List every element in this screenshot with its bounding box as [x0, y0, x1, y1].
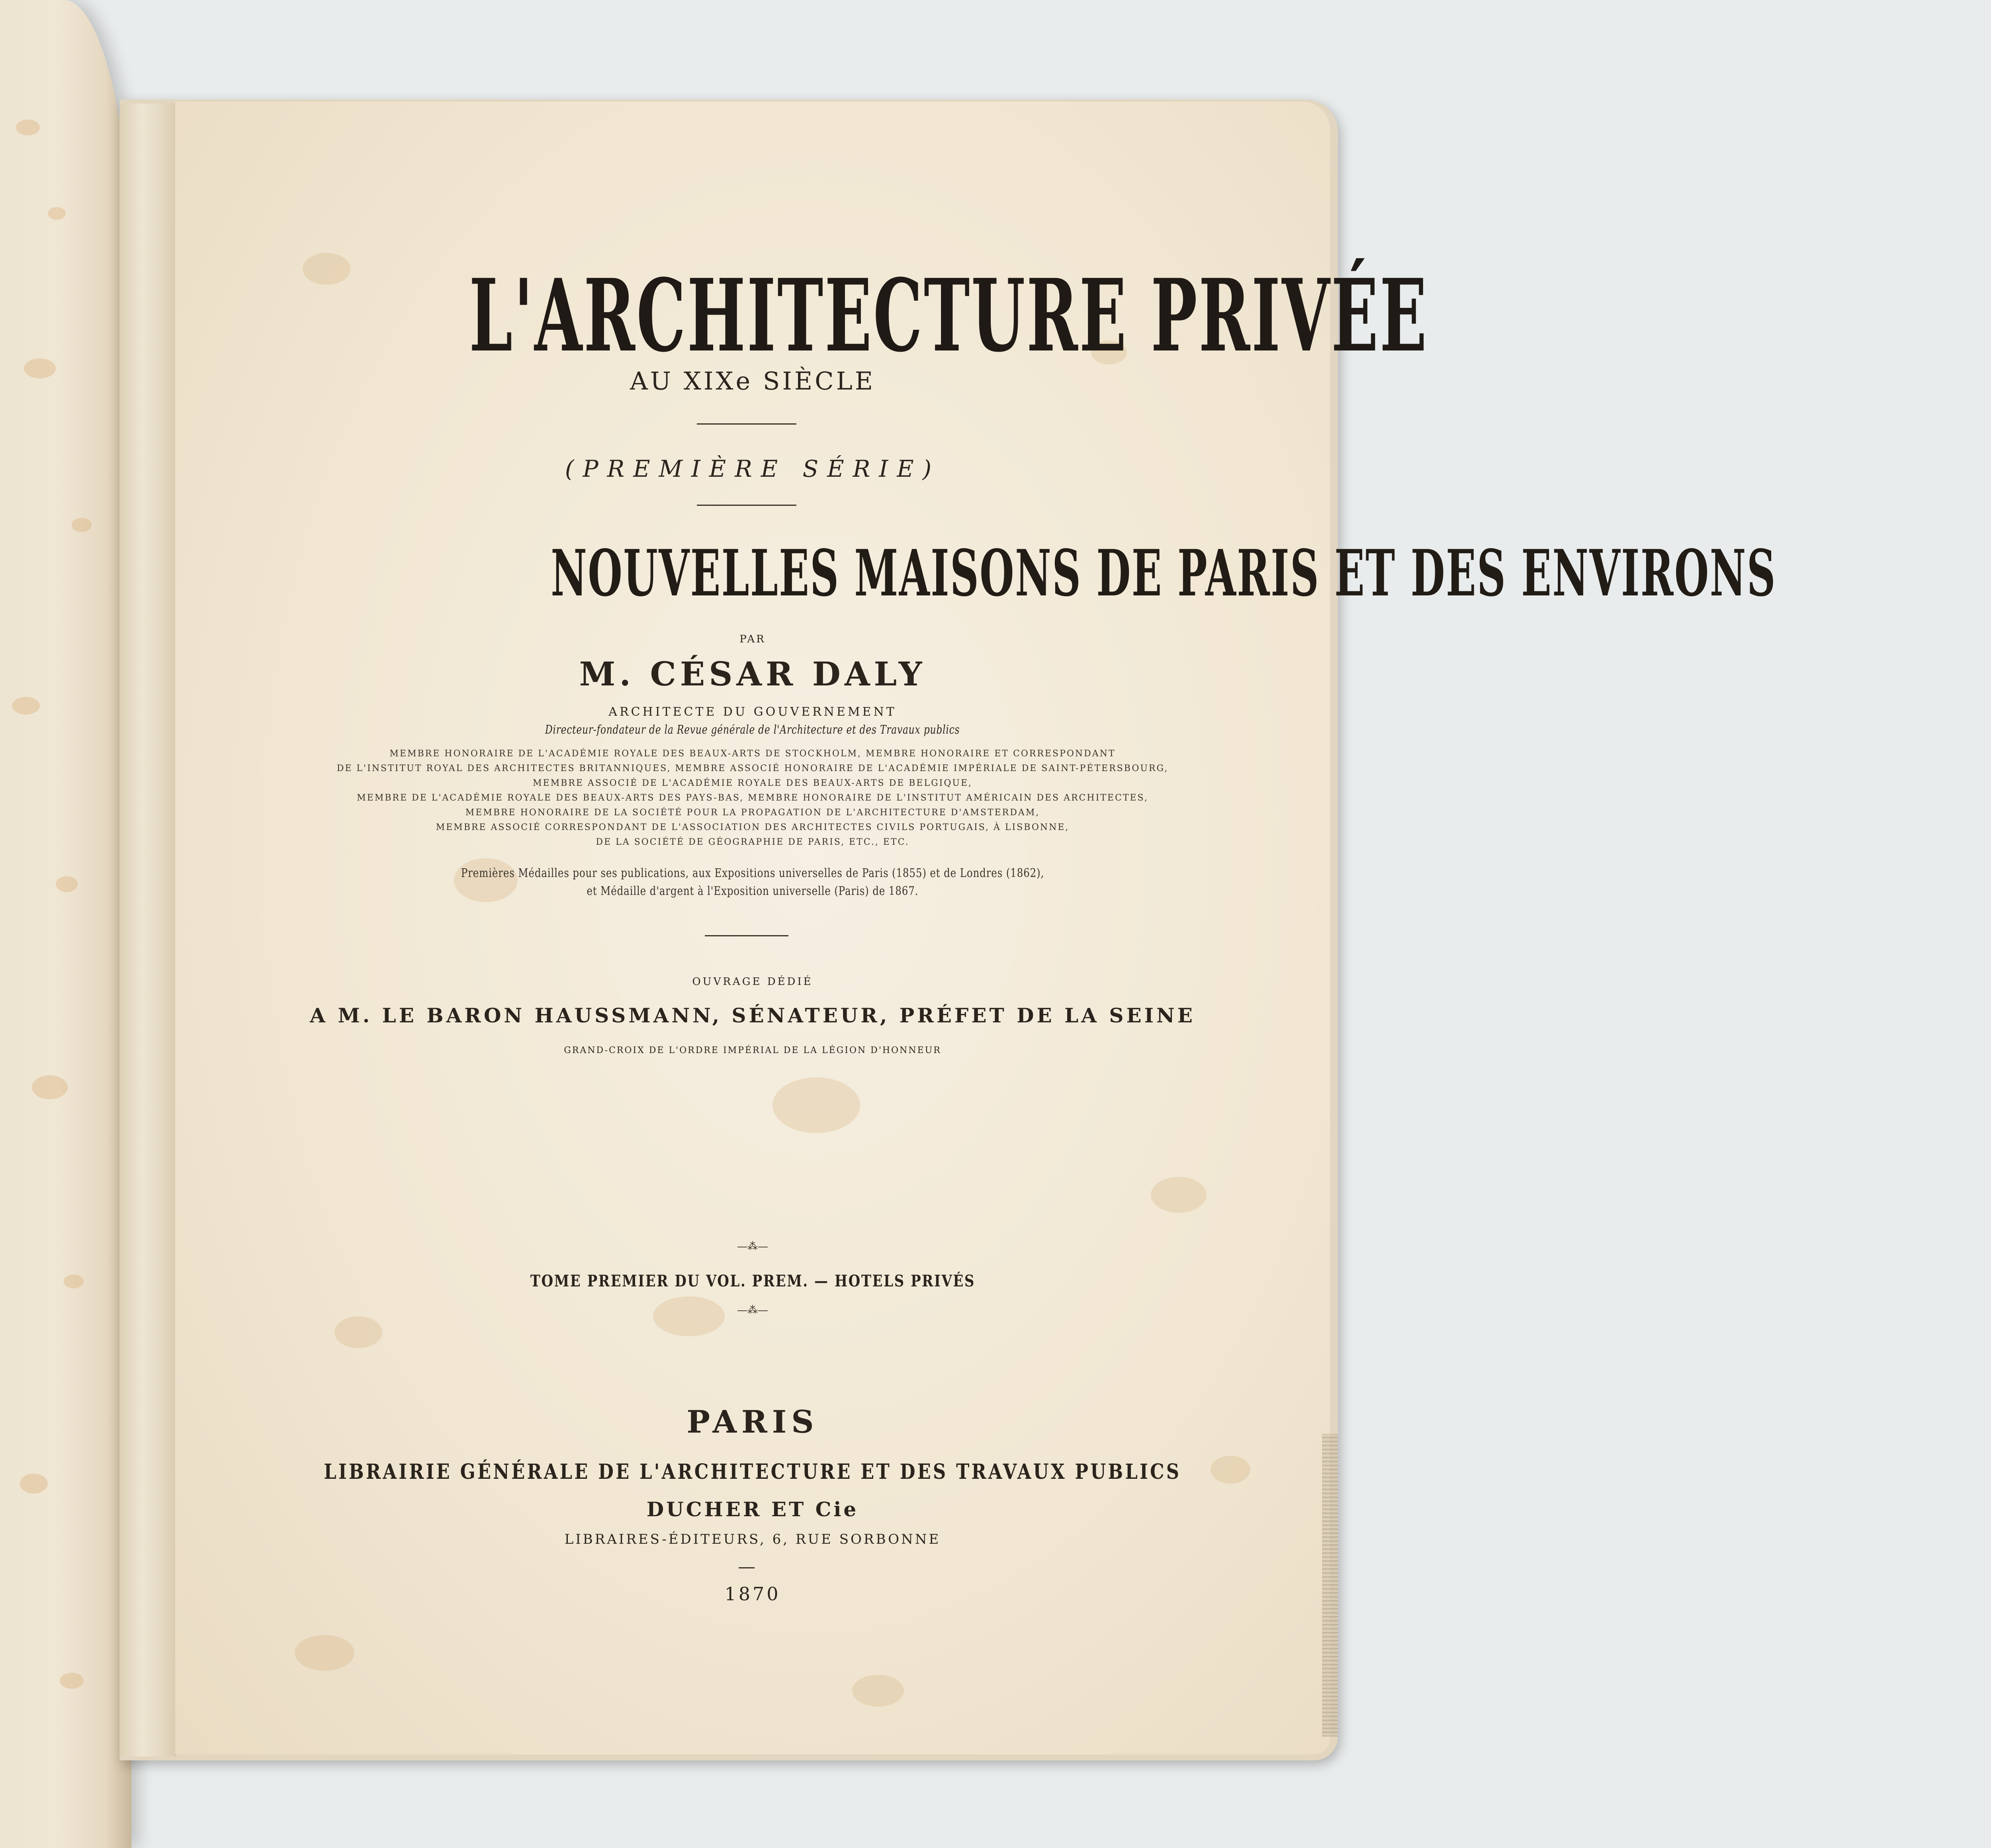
century-subtitle: AU XIXe SIÈCLE: [630, 366, 875, 395]
title-page-text: [175, 102, 1777, 1754]
previous-page: [0, 0, 131, 1848]
foxing-spot: [24, 358, 56, 378]
foxing-spot: [60, 1673, 84, 1689]
medals-line: Premières Médailles pour ses publications, aux Expositions universelles de Paris (1855) et de Londres (1862),: [461, 866, 1044, 880]
foxing-spot: [48, 207, 66, 220]
volume-line: TOME PREMIER DU VOL. PREM. — HOTELS PRIVÉS: [530, 1272, 975, 1290]
membership-line: MEMBRE ASSOCIÉ CORRESPONDANT DE L'ASSOCIATION DES ARCHITECTES CIVILS PORTUGAIS, À LISBONNE,: [436, 822, 1070, 832]
dedicatee-honor: GRAND-CROIX DE L'ORDRE IMPÉRIAL DE LA LÉGION D'HONNEUR: [564, 1045, 941, 1055]
membership-line: MEMBRE HONORAIRE DE LA SOCIÉTÉ POUR LA PROPAGATION DE L'ARCHITECTURE D'AMSTERDAM,: [465, 808, 1040, 818]
membership-line: MEMBRE ASSOCIÉ DE L'ACADÉMIE ROYALE DES BEAUX-ARTS DE BELGIQUE,: [533, 778, 972, 788]
foxing-spot: [72, 518, 92, 532]
author-name: M. CÉSAR DALY: [579, 655, 926, 693]
foxing-spot: [12, 697, 40, 715]
membership-line: DE L'INSTITUT ROYAL DES ARCHITECTES BRITANNIQUES, MEMBRE ASSOCIÉ HONORAIRE DE L'ACADÉMIE IMPÉRIALE DE SAINT-PÉTERSBOURG,: [336, 763, 1169, 773]
medals-line: et Médaille d'argent à l'Exposition universelle (Paris) de 1867.: [587, 884, 919, 898]
foxing-spot: [20, 1474, 48, 1494]
foxing-spot: [32, 1075, 68, 1099]
divider-rule: [739, 1567, 755, 1568]
membership-line: DE LA SOCIÉTÉ DE GÉOGRAPHIE DE PARIS, ETC., ETC.: [596, 837, 909, 847]
publisher-address: LIBRAIRES-ÉDITEURS, 6, RUE SORBONNE: [564, 1531, 941, 1547]
publication-year: 1870: [724, 1583, 781, 1605]
ornament: —⁂—: [737, 1241, 768, 1253]
main-title: L'ARCHITECTURE PRIVÉE: [469, 257, 1428, 374]
foxing-spot: [56, 876, 78, 892]
author-title: ARCHITECTE DU GOUVERNEMENT: [608, 705, 897, 719]
series-label: (PREMIÈRE SÉRIE): [565, 455, 941, 482]
membership-line: MEMBRE HONORAIRE DE L'ACADÉMIE ROYALE DES BEAUX-ARTS DE STOCKHOLM, MEMBRE HONORAIRE ET CORRESPONDANT: [389, 749, 1116, 759]
divider-rule: [697, 423, 796, 425]
title-page: [175, 102, 1777, 1754]
foxing-spot: [64, 1274, 84, 1288]
city: PARIS: [686, 1404, 819, 1440]
publisher: LIBRAIRIE GÉNÉRALE DE L'ARCHITECTURE ET DES TRAVAUX PUBLICS: [324, 1460, 1181, 1484]
publisher-firm: DUCHER ET Cie: [646, 1498, 859, 1521]
second-title: NOUVELLES MAISONS DE PARIS ET DES ENVIRONS: [551, 536, 1777, 611]
page-fore-edge: [1322, 1434, 1338, 1736]
by-label: PAR: [739, 633, 766, 645]
membership-line: MEMBRE DE L'ACADÉMIE ROYALE DES BEAUX-ARTS DES PAYS-BAS, MEMBRE HONORAIRE DE L'INSTITUT AMÉRICAIN DES ARCHITECTES,: [357, 793, 1148, 803]
divider-rule: [697, 505, 796, 506]
author-role: Directeur-fondateur de la Revue générale de l'Architecture et des Travaux publics: [545, 723, 960, 737]
ornament: —⁂—: [737, 1304, 768, 1316]
divider-rule: [705, 935, 788, 936]
dedicatee: A M. LE BARON HAUSSMANN, SÉNATEUR, PRÉFET DE LA SEINE: [310, 1004, 1195, 1027]
foxing-spot: [16, 119, 40, 135]
dedication-intro: OUVRAGE DÉDIÉ: [692, 976, 813, 988]
gutter: [119, 104, 176, 1756]
